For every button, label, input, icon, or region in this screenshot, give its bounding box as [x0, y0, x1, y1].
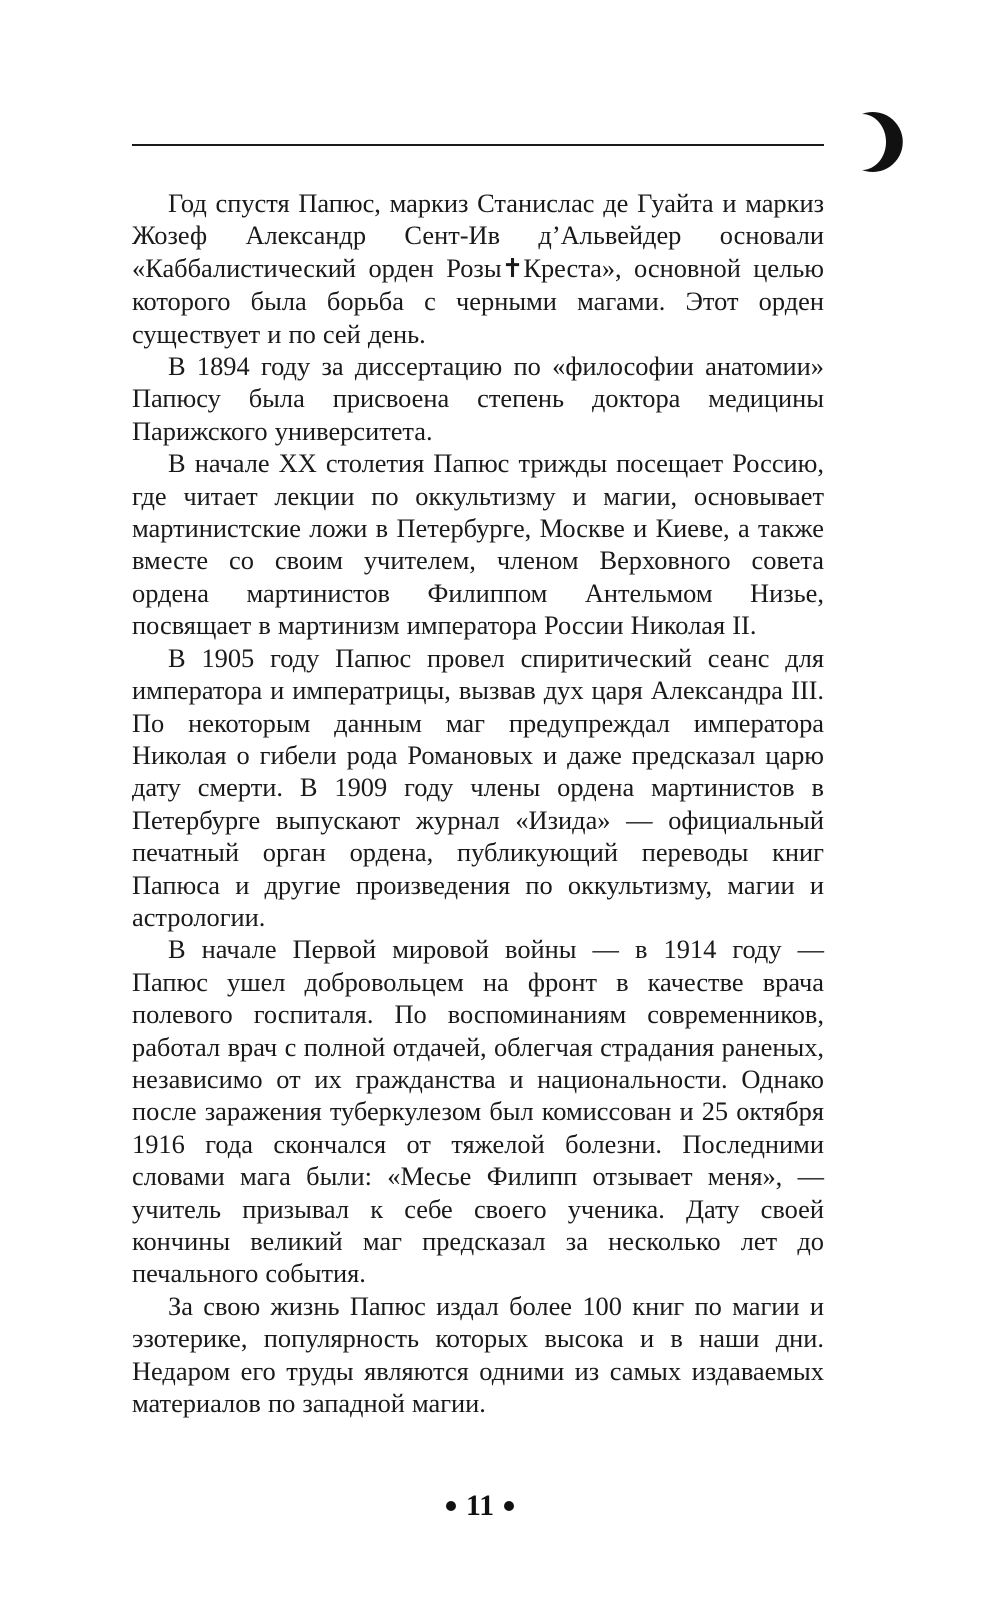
paragraph-4: В 1905 году Папюс провел спиритический сеанс для императора и императрицы, вызвав дух царя Александра III. По некоторым данным маг предупреждал императора Николая о гибели рода Романовых и даже предсказал царю дату смерти. В 1909 году члены ордена мартинистов в Петербурге выпускают журнал «Изида» — официальный печатный орган ордена, публикующий переводы книг Папюса и другие произведения по оккультизму, магии и астрологии. [132, 642, 824, 932]
body-text [132, 187, 824, 1419]
paragraph-2: В 1894 году за диссертацию по «философии анатомии» Папюсу была присвоена степень доктора медицины Парижского университета. [132, 351, 824, 446]
bullet-right-icon [504, 1501, 514, 1511]
paragraph-1-text-before-cross: Год спустя Папюс, маркиз Станислас де Гуайта и маркиз Жозеф Александр Сент-Ив д’Альвейдер основали «Каббалистический орден Розы [132, 188, 824, 283]
cross-icon: ✝ [501, 253, 524, 284]
paragraph-5: В начале Первой мировой войны — в 1914 году — Папюс ушел добровольцем на фронт в качестве врача полевого госпиталя. По воспоминаниям современников, работал врач с полной отдачей, облегчая страдания раненых, независимо от их гражданства и национальности. Однако после заражения туберкулезом был комиссован и 25 октября 1916 года скончался от тяжелой болезни. Последними словами мага были: «Месье Филипп отзывает меня», — учитель призывал к себе своего ученика. Дату своей кончины великий маг предсказал за несколько лет до печального события. [132, 934, 824, 1289]
paragraph-3: В начале XX столетия Папюс трижды посещает Россию, где читает лекции по оккультизму и магии, основывает мартинистские ложи в Петербурге, Москве и Киеве, а также вместе со своим учителем, членом Верховного совета ордена мартинистов Филиппом Антельмом Низье, посвящает в мартинизм императора России Николая II. [132, 448, 824, 641]
bullet-left-icon [446, 1501, 456, 1511]
page-number-value: 11 [465, 1489, 495, 1522]
paragraph-1-text-after-cross: Креста», основной целью которого была борьба с черными магами. Этот орден существует и по сей день. [132, 252, 824, 349]
paragraph-1 [132, 187, 824, 350]
paragraph-6: За свою жизнь Папюс издал более 100 книг по магии и эзотерике, популярность которых высока и в наши дни. Недаром его труды являются одними из самых издаваемых материалов по западной магии. [132, 1290, 824, 1419]
header-rule [132, 144, 824, 146]
moon-crescent-icon [848, 110, 904, 174]
page-number [0, 1488, 960, 1524]
